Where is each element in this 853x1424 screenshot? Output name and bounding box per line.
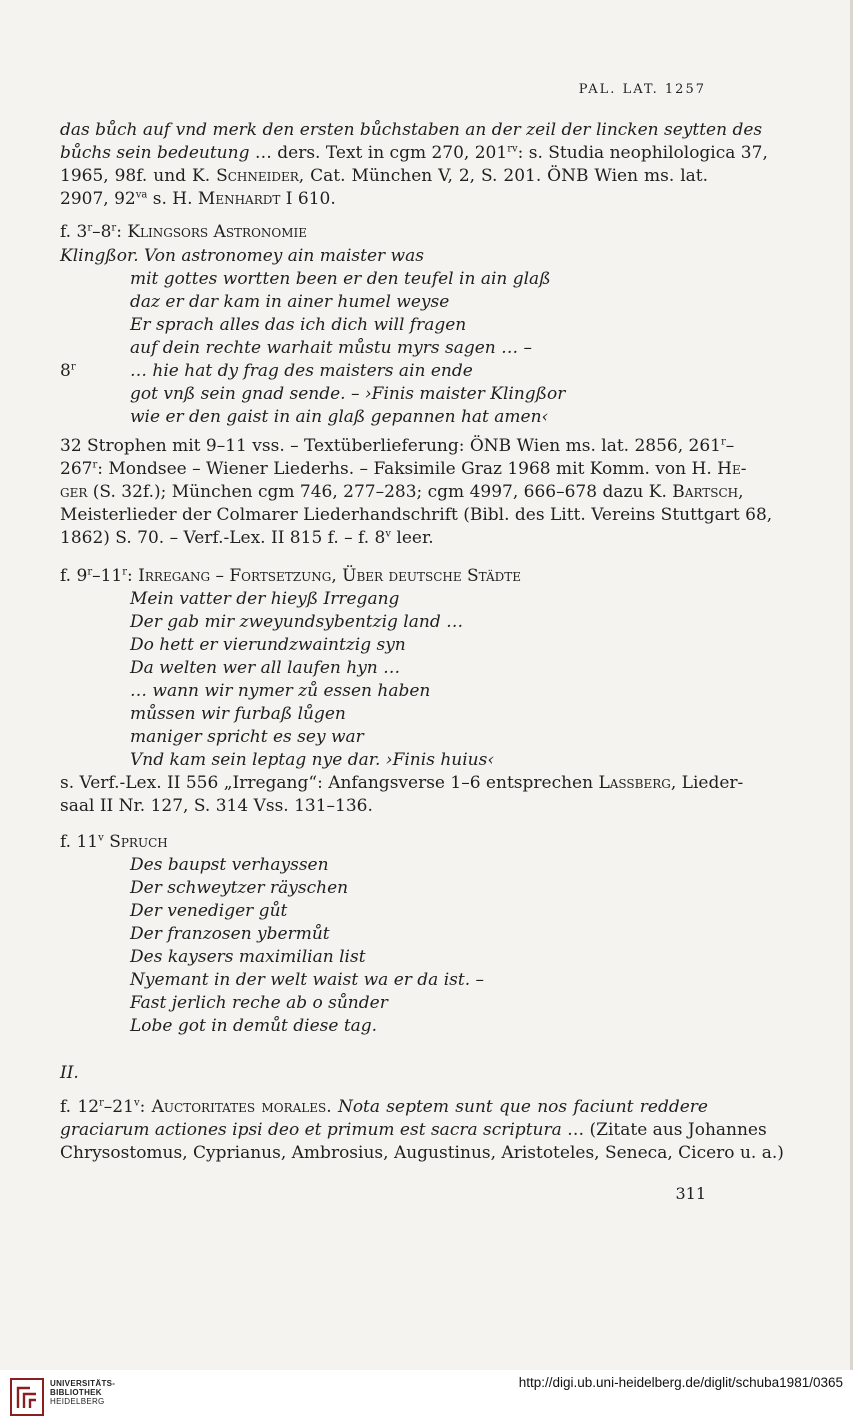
paragraph-line <box>60 435 735 457</box>
verse-line: … wann wir nymer zů essen haben <box>130 681 431 701</box>
superscript: va <box>135 189 148 201</box>
author-name: Menhardt <box>197 189 281 209</box>
intro-line-3 <box>60 165 708 187</box>
paragraph-line <box>60 1096 708 1118</box>
author-name: Schneider <box>216 166 299 186</box>
folio: –8 <box>92 222 112 242</box>
verse-line: Vnd kam sein leptag nye dar. ›Finis huius‹ <box>130 750 495 770</box>
superscript: r <box>87 222 93 234</box>
verse-line: Er sprach alles das ich dich will fragen <box>130 315 467 335</box>
paragraph-line: Meisterlieder der Colmarer Liederhandschrift (Bibl. des Litt. Vereins Stuttgart 68, <box>60 505 773 525</box>
verse-line: Do hett er vierundzwaintzig syn <box>130 635 406 655</box>
paragraph-text: – <box>725 436 735 456</box>
intro-text: , Cat. München V, 2, S. 201. ÖNB Wien ms. lat. <box>298 166 709 186</box>
superscript: r <box>111 222 117 234</box>
margin-folio <box>60 360 76 382</box>
verse-line: Des kaysers maximilian list <box>130 947 366 967</box>
superscript: r <box>122 566 128 578</box>
superscript: v <box>98 832 104 844</box>
part-numeral: II. <box>60 1063 79 1083</box>
superscript: r <box>87 566 93 578</box>
verse-line: Da welten wer all laufen hyn … <box>130 658 401 678</box>
intro-text: 1965, 98f. und K. <box>60 166 217 186</box>
library-logo-icon <box>10 1378 44 1416</box>
verse-line: wie er den gaist in ain glaß gepannen hat amen‹ <box>130 407 549 427</box>
author-name: ger <box>60 482 88 502</box>
section-title: Spruch <box>109 832 168 852</box>
section-heading-irregang <box>60 565 708 587</box>
paragraph-text: , <box>738 482 744 502</box>
folio: : <box>139 1097 152 1117</box>
intro-text: : s. Studia neophilologica 37, <box>517 143 768 163</box>
verse-line: … hie hat dy frag des maisters ain ende <box>130 361 473 381</box>
superscript: r <box>70 361 76 373</box>
paragraph-line <box>60 481 744 503</box>
paragraph-text: 32 Strophen mit 9–11 vss. – Textüberlieferung: ÖNB Wien ms. lat. 2856, 261 <box>60 436 721 456</box>
superscript: r <box>99 1097 104 1109</box>
intro-text: s. H. <box>147 189 198 209</box>
folio: f. 9 <box>60 566 88 586</box>
verse-line: Der gab mir zweyundsybentzig land … <box>130 612 464 632</box>
paragraph-text: , Lieder- <box>670 773 744 793</box>
page-number: 311 <box>675 1184 706 1203</box>
verse-line: Klingßor. Von astronomey ain maister was <box>60 246 424 266</box>
verse-line: Lobe got in demůt diese tag. <box>130 1016 378 1036</box>
author-name: Bartsch <box>672 482 739 502</box>
folio: : <box>127 566 139 586</box>
intro-text: … ders. Text in cgm 270, 201 <box>249 143 508 163</box>
folio: f. 11 <box>60 832 99 852</box>
section-title: Klingsors Astronomie <box>127 222 308 242</box>
paragraph-text: 267 <box>60 459 93 479</box>
folio: –21 <box>103 1097 134 1117</box>
verse-line: auf dein rechte warhait můstu myrs sagen … – <box>130 338 533 358</box>
verse-line: Mein vatter der hieyß Irregang <box>130 589 400 609</box>
paragraph-text: leer. <box>391 528 434 548</box>
verse-line: got vnß sein gnad sende. – ›Finis maister Klingßor <box>130 384 566 404</box>
verse-line: Der venediger gůt <box>130 901 288 921</box>
paragraph-text: s. Verf.-Lex. II 556 „Irregang“: Anfangsverse 1–6 entsprechen <box>60 773 599 793</box>
library-name-line-2: BIBLIOTHEK <box>50 1388 102 1397</box>
paragraph-line: Chrysostomus, Cyprianus, Ambrosius, Augustinus, Aristoteles, Seneca, Cicero u. a.) <box>60 1143 784 1163</box>
author-name: He- <box>717 459 747 479</box>
superscript: r <box>92 459 98 471</box>
paragraph-text: (S. 32f.); München cgm 746, 277–283; cgm 4997, 666–678 dazu K. <box>87 482 673 502</box>
intro-text: I 610. <box>280 189 336 209</box>
paragraph-line <box>60 772 744 794</box>
section-heading-klingsor <box>60 221 708 243</box>
verse-line: Der franzosen ybermůt <box>130 924 330 944</box>
superscript: v <box>385 528 392 540</box>
verse-line: můssen wir furbaß lůgen <box>130 704 346 724</box>
library-name-line-3: HEIDELBERG <box>50 1397 105 1406</box>
verse-line: maniger spricht es sey war <box>130 727 364 747</box>
intro-line-2 <box>60 142 768 164</box>
superscript: rv <box>507 143 518 155</box>
paragraph-line <box>60 458 747 480</box>
source-url-link[interactable]: http://digi.ub.uni-heidelberg.de/diglit/schuba1981/0365 <box>518 1375 843 1390</box>
intro-line-1: das bůch auf vnd merk den ersten bůchstaben an der zeil der lincken seytten des <box>60 120 763 140</box>
paragraph-text: … (Zitate aus Johannes <box>561 1120 767 1140</box>
verse-line: Des baupst verhayssen <box>130 855 329 875</box>
running-head: PAL. LAT. 1257 <box>578 82 706 97</box>
paragraph-line <box>60 527 708 549</box>
folio: –11 <box>92 566 123 586</box>
incipit-italic: graciarum actiones ipsi deo et primum est sacra scriptura <box>60 1120 562 1140</box>
folio: 8 <box>60 361 71 381</box>
intro-text: 2907, 92 <box>60 189 136 209</box>
section-title: Auctoritates morales <box>151 1097 327 1117</box>
folio: f. 3 <box>60 222 88 242</box>
paragraph-line <box>60 1119 767 1141</box>
superscript: r <box>720 436 726 448</box>
library-name-line-1: UNIVERSITÄTS- <box>50 1379 116 1388</box>
superscript: v <box>133 1097 140 1109</box>
section-heading-spruch <box>60 831 708 853</box>
verse-line: daz er dar kam in ainer humel weyse <box>130 292 450 312</box>
verse-line: Der schweytzer räyschen <box>130 878 349 898</box>
verse-line: Nyemant in der welt waist wa er da ist. – <box>130 970 485 990</box>
paragraph-line: saal II Nr. 127, S. 314 Vss. 131–136. <box>60 796 373 816</box>
section-title: Irregang – Fortsetzung, Über deutsche Städte <box>138 566 522 586</box>
intro-line-4 <box>60 188 708 210</box>
incipit-italic: Nota septem sunt que nos faciunt reddere <box>337 1097 708 1117</box>
paragraph-text: . <box>326 1097 338 1117</box>
verse-line: mit gottes wortten been er den teufel in ain glaß <box>130 269 551 289</box>
footer-bar <box>0 1370 853 1424</box>
intro-title-italic: bůchs sein bedeutung <box>60 143 250 163</box>
folio: f. 12 <box>60 1097 100 1117</box>
verse-line: Fast jerlich reche ab o sůnder <box>130 993 388 1013</box>
paragraph-text: : Mondsee – Wiener Liederhs. – Faksimile Graz 1968 mit Komm. von H. <box>97 459 718 479</box>
author-name: Lassberg <box>598 773 671 793</box>
folio: : <box>116 222 128 242</box>
paragraph-text: 1862) S. 70. – Verf.-Lex. II 815 f. – f. 8 <box>60 528 386 548</box>
